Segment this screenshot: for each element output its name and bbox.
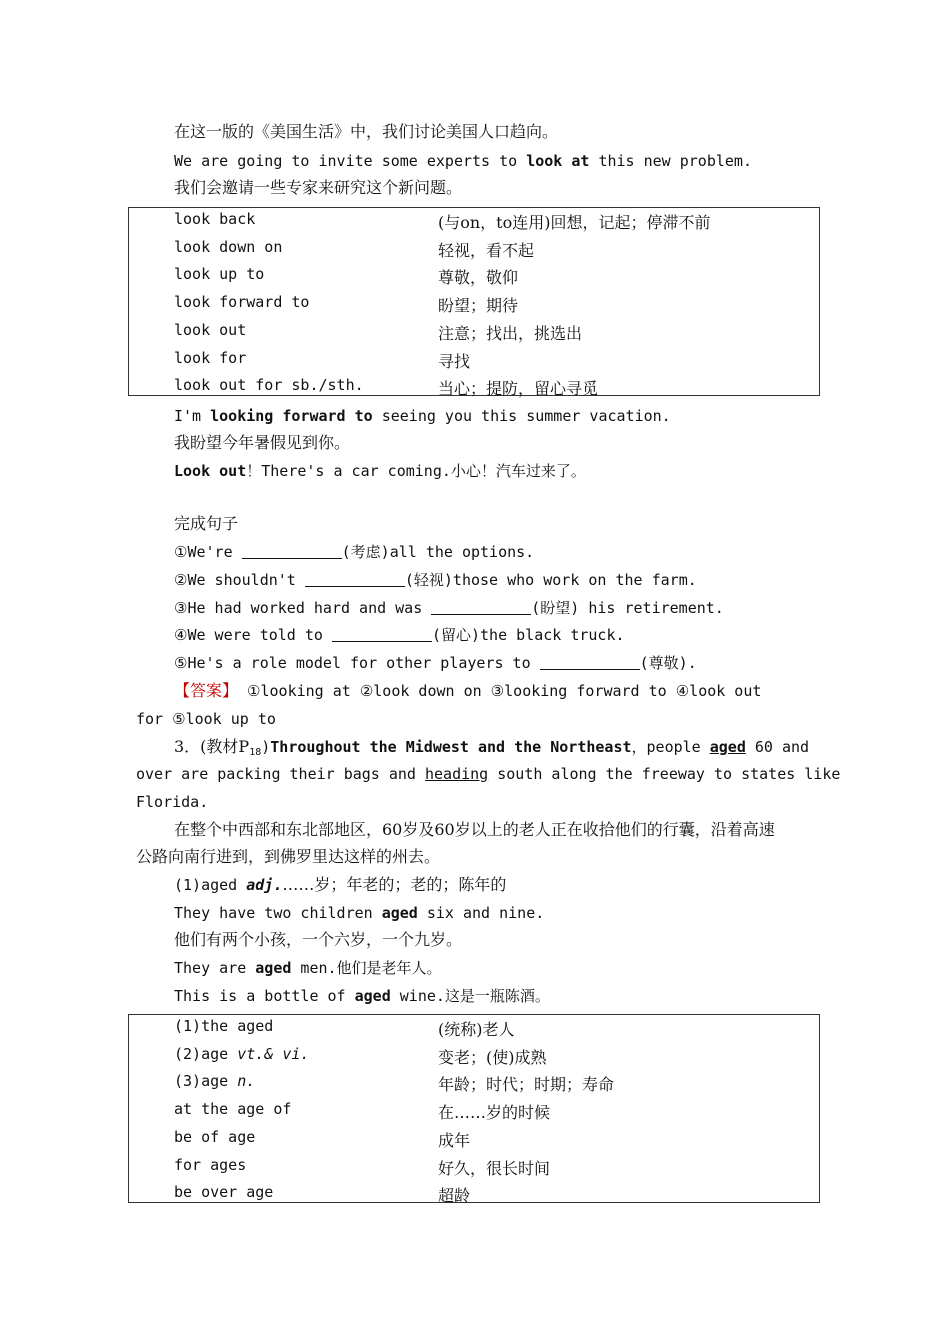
example-sentence bbox=[174, 406, 671, 426]
intro-chinese-line: 在这一版的《美国生活》中，我们讨论美国人口趋向。 bbox=[174, 122, 559, 141]
text-span: 60 and bbox=[745, 738, 810, 756]
phrase-table-look bbox=[128, 207, 820, 396]
part-of-speech: vt.& vi. bbox=[237, 1045, 310, 1063]
text-span: men.他们是老年人。 bbox=[291, 959, 442, 977]
bold-phrase: look at bbox=[526, 152, 590, 170]
table-row bbox=[129, 293, 819, 321]
text-span: (2)age bbox=[174, 1045, 238, 1063]
item-3-translation: 在整个中西部和东北部地区，60岁及60岁以上的老人正在收拾他们的行囊，沿着高速 bbox=[174, 820, 775, 839]
phrase-cell: look out for sb./sth. bbox=[174, 376, 364, 394]
table-row bbox=[129, 265, 819, 293]
answer-blank[interactable] bbox=[305, 572, 405, 587]
phrase-cell: look forward to bbox=[174, 293, 310, 311]
bold-phrase: Look out bbox=[174, 462, 247, 480]
text-span: ①We're bbox=[174, 543, 242, 561]
phrase-cell bbox=[174, 1072, 255, 1090]
table-row bbox=[129, 1072, 819, 1100]
meaning-cell: (统称)老人 bbox=[438, 1020, 515, 1039]
bold-phrase: aged bbox=[354, 987, 391, 1005]
meaning-cell: 变老；(使)成熟 bbox=[438, 1048, 547, 1067]
exercise-question bbox=[174, 542, 534, 562]
keyword-heading: heading bbox=[424, 765, 489, 783]
answer-label: 【答案】 bbox=[174, 681, 239, 700]
example-translation: 他们有两个小孩，一个六岁，一个九岁。 bbox=[174, 930, 463, 949]
text-span: ⑤He's a role model for other players to bbox=[174, 654, 540, 672]
answer-line-continued: for ⑤look up to bbox=[136, 710, 276, 728]
phrase-cell: be over age bbox=[174, 1183, 274, 1201]
text-span: wine.这是一瓶陈酒。 bbox=[390, 987, 550, 1005]
table-row bbox=[129, 1128, 819, 1156]
intro-example-sentence bbox=[174, 151, 752, 171]
item-3-sentence-line-3: Florida. bbox=[136, 793, 209, 811]
item-3-translation-line-2: 公路向南行进到，到佛罗里达这样的州去。 bbox=[136, 847, 441, 866]
text-span: this new problem. bbox=[589, 152, 752, 170]
text-span: (盼望) his retirement. bbox=[531, 599, 724, 617]
item-number: 3．(教材P bbox=[174, 737, 250, 756]
phrase-cell: be of age bbox=[174, 1128, 256, 1146]
phrase-table-age bbox=[128, 1014, 820, 1203]
answer-blank[interactable] bbox=[540, 655, 640, 670]
meaning-cell: 好久，很长时间 bbox=[438, 1159, 551, 1178]
exercise-question bbox=[174, 598, 724, 618]
bold-phrase: aged bbox=[255, 959, 292, 977]
text-span: south along the freeway to states like bbox=[488, 765, 841, 783]
example-sentence bbox=[174, 986, 550, 1006]
answer-blank[interactable] bbox=[242, 544, 342, 559]
answer-text: ①looking at ②look down on ③looking forward to ④look out bbox=[238, 682, 762, 700]
text-span: We are going to invite some experts to bbox=[174, 152, 527, 170]
table-row bbox=[129, 321, 819, 349]
page-subscript: 18 bbox=[249, 747, 262, 758]
text-span: (留心)the black truck. bbox=[431, 626, 625, 644]
text-span: six and nine. bbox=[417, 904, 545, 922]
definition-text: ……岁；年老的；老的；陈年的 bbox=[282, 875, 507, 894]
table-row bbox=[129, 349, 819, 377]
meaning-cell: 超龄 bbox=[438, 1186, 471, 1205]
bold-phrase: looking forward to bbox=[210, 407, 373, 425]
phrase-cell: for ages bbox=[174, 1156, 247, 1174]
example-sentence bbox=[174, 958, 442, 978]
meaning-cell: 在……岁的时候 bbox=[438, 1103, 551, 1122]
text-span: (轻视)those who work on the farm. bbox=[404, 571, 697, 589]
answer-line bbox=[174, 681, 761, 701]
answer-blank[interactable] bbox=[332, 627, 432, 642]
phrase-cell bbox=[174, 1045, 309, 1063]
text-span: ③He had worked hard and was bbox=[174, 599, 432, 617]
text-span: (尊敬). bbox=[639, 654, 697, 672]
text-span: ，people bbox=[631, 738, 710, 756]
text-span: ④We were told to bbox=[174, 626, 332, 644]
text-span: I'm bbox=[174, 407, 211, 425]
example-sentence bbox=[174, 903, 544, 923]
text-span: This is a bottle of bbox=[174, 987, 355, 1005]
table-row bbox=[129, 1156, 819, 1184]
part-of-speech: n. bbox=[237, 1072, 256, 1090]
text-span: over are packing their bags and bbox=[136, 765, 425, 783]
table-row bbox=[129, 1045, 819, 1073]
text-span: (考虑)all the options. bbox=[341, 543, 535, 561]
text-span: seeing you this summer vacation. bbox=[372, 407, 671, 425]
text-span: They are bbox=[174, 959, 256, 977]
text-span: ！There's a car coming.小心！汽车过来了。 bbox=[246, 462, 586, 480]
example-sentence bbox=[174, 461, 586, 481]
item-3-sentence-line-2 bbox=[136, 764, 840, 784]
meaning-cell: 盼望；期待 bbox=[438, 296, 519, 315]
meaning-cell: 成年 bbox=[438, 1131, 471, 1150]
bold-phrase: aged bbox=[381, 904, 418, 922]
intro-example-translation: 我们会邀请一些专家来研究这个新问题。 bbox=[174, 178, 463, 197]
text-span: They have two children bbox=[174, 904, 382, 922]
meaning-cell: 轻视，看不起 bbox=[438, 241, 535, 260]
phrase-cell: look out bbox=[174, 321, 247, 339]
table-row bbox=[129, 376, 819, 404]
phrase-cell: look down on bbox=[174, 238, 283, 256]
exercise-title: 完成句子 bbox=[174, 514, 239, 533]
text-span: (1)aged bbox=[174, 876, 247, 894]
meaning-cell: 寻找 bbox=[438, 352, 471, 371]
phrase-cell: look for bbox=[174, 349, 247, 367]
example-translation: 我盼望今年暑假见到你。 bbox=[174, 433, 351, 452]
bold-phrase: Throughout the Midwest and the Northeast bbox=[270, 738, 632, 756]
meaning-cell: 年龄；时代；时期；寿命 bbox=[438, 1075, 615, 1094]
part-of-speech: adj. bbox=[246, 876, 283, 894]
meaning-cell: 尊敬，敬仰 bbox=[438, 268, 519, 287]
phrase-cell: look up to bbox=[174, 265, 265, 283]
exercise-question bbox=[174, 625, 625, 645]
table-row bbox=[129, 210, 819, 238]
table-row bbox=[129, 238, 819, 266]
exercise-question bbox=[174, 653, 697, 673]
phrase-cell: (1)the aged bbox=[174, 1017, 274, 1035]
table-row bbox=[129, 1183, 819, 1211]
text-span: ②We shouldn't bbox=[174, 571, 305, 589]
item-3-sentence bbox=[174, 737, 809, 763]
text-span: ) bbox=[261, 738, 271, 756]
meaning-cell: 当心；提防，留心寻觅 bbox=[438, 379, 599, 398]
meaning-cell: (与on，to连用)回想，记起；停滞不前 bbox=[438, 213, 711, 232]
phrase-cell: at the age of bbox=[174, 1100, 292, 1118]
text-span: (3)age bbox=[174, 1072, 238, 1090]
keyword-aged: aged bbox=[709, 738, 746, 756]
exercise-question bbox=[174, 570, 697, 590]
meaning-cell: 注意；找出，挑选出 bbox=[438, 324, 583, 343]
table-row bbox=[129, 1017, 819, 1045]
table-row bbox=[129, 1100, 819, 1128]
phrase-cell: look back bbox=[174, 210, 256, 228]
aged-definition bbox=[174, 875, 506, 895]
answer-blank[interactable] bbox=[431, 600, 531, 615]
